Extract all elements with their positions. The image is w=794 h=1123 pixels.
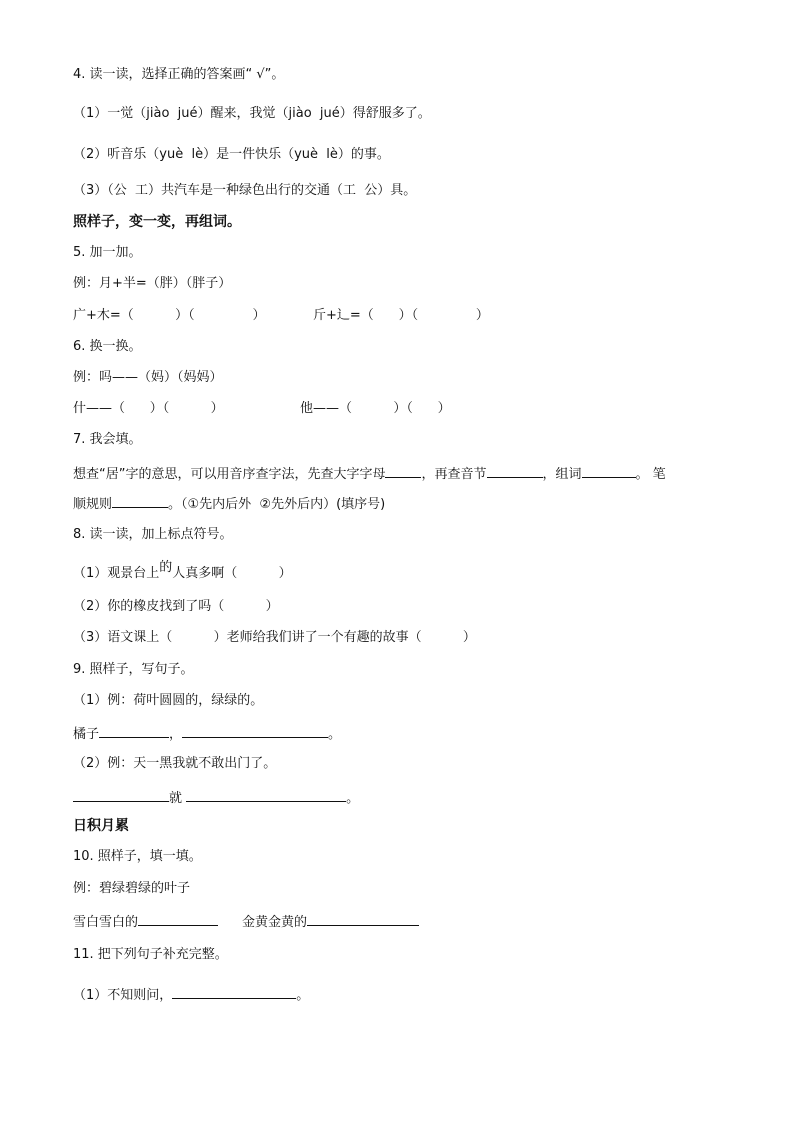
answer-blank[interactable] [172,985,296,999]
q10-text-b: 金黄金黄的 [242,915,308,930]
q9-text-a: 橘子 [73,727,100,742]
q8-text-a: （1）观景台上 [73,566,160,581]
answer-blank[interactable] [112,494,168,508]
q9-text-b: ， [169,727,183,742]
question-9-answer-1 [73,724,341,744]
answer-blank[interactable] [307,912,419,926]
question-6-item-a: 什——（ ）（ ） [73,401,224,416]
answer-blank[interactable] [182,724,328,738]
question-9-answer-2 [73,788,359,808]
question-4-item-2: （2）听音乐（yuè lè）是一件快乐（yuè lè）的事。 [73,147,390,162]
question-4-title: 4. 读一读，选择正确的答案画“ √”。 [73,67,285,82]
question-7-paragraph-line-2 [73,494,385,514]
q10-text-a: 雪白雪白的 [73,915,139,930]
q8-text-b: 人真多啊（ ） [172,566,292,581]
q9-text-c: 。 [328,727,342,742]
q9-text-d: 就 [169,791,187,806]
q7-text-d: 。 笔 [635,467,666,482]
answer-blank[interactable] [73,788,169,802]
question-11-item-1 [73,985,309,1005]
q7-text-c: ，组词 [542,467,582,482]
q7-text-a: 想查“居”字的意思，可以用音序查字法，先查大字字母 [73,467,386,482]
question-10-example: 例：碧绿碧绿的叶子 [73,881,191,896]
question-6-item-b: 他——（ ）（ ） [300,401,451,416]
question-4-item-3: （3）（公 工）共汽车是一种绿色出行的交通（工 公）具。 [73,183,417,198]
question-6-example: 例：吗——（妈）（妈妈） [73,370,223,385]
answer-blank[interactable] [582,464,636,478]
question-8-item-1 [73,560,292,583]
question-8-item-3: （3）语文课上（ ）老师给我们讲了一个有趣的故事（ ） [73,630,476,645]
question-9-example-2: （2）例：天一黑我就不敢出门了。 [73,756,277,771]
answer-blank[interactable] [385,464,421,478]
q11-text-b: 。 [296,988,310,1003]
answer-blank[interactable] [99,724,169,738]
q11-text-a: （1）不知则问， [73,988,173,1003]
section-heading-accumulate: 日积月累 [73,818,129,834]
answer-blank[interactable] [487,464,543,478]
q8-text-sup: 的 [159,560,173,575]
question-11-title: 11. 把下列句子补充完整。 [73,947,228,962]
question-9-title: 9. 照样子，写句子。 [73,662,194,677]
question-5-item-b: 斤+辶=（ ）（ ） [313,308,489,323]
answer-blank[interactable] [138,912,218,926]
answer-blank[interactable] [186,788,346,802]
question-5-item-a: 广+木=（ ）（ ） [73,308,266,323]
section-heading-transform: 照样子，变一变，再组词。 [73,214,241,230]
q9-text-e: 。 [346,791,360,806]
question-10-title: 10. 照样子，填一填。 [73,849,202,864]
q7-text-f: 。（①先内后外 ②先外后内）(填序号) [168,497,386,512]
question-4-item-1: （1）一觉（jiào jué）醒来，我觉（jiào jué）得舒服多了。 [73,106,431,121]
question-10-item-b [242,912,419,932]
question-7-title: 7. 我会填。 [73,432,142,447]
question-6-title: 6. 换一换。 [73,339,142,354]
question-8-item-2: （2）你的橡皮找到了吗（ ） [73,599,279,614]
q7-text-e: 顺规则 [73,497,113,512]
question-9-example-1: （1）例：荷叶圆圆的，绿绿的。 [73,693,264,708]
question-7-paragraph-line-1 [73,464,666,484]
question-5-title: 5. 加一加。 [73,245,142,260]
question-8-title: 8. 读一读，加上标点符号。 [73,527,233,542]
question-5-example: 例：月+半=（胖）（胖子） [73,276,232,291]
q7-text-b: ，再查音节 [421,467,487,482]
question-10-item-a [73,912,218,932]
